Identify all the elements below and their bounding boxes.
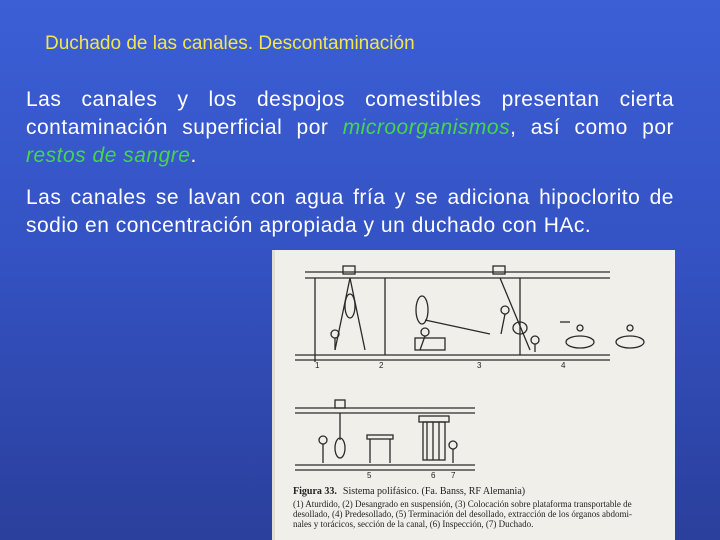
- stage-number-4: 4: [561, 361, 566, 370]
- caption-line: desollado, (4) Predesollado, (5) Terminación del desollado, extracción de los órganos abdomi-: [293, 509, 632, 519]
- slide-title: Duchado de las canales. Descontaminación: [45, 33, 415, 54]
- paragraph-contamination: [26, 86, 674, 170]
- figure-title: Sistema polifásico.: [342, 486, 419, 497]
- paragraph-text: Las canales y los despojos comestibles presentan cierta contaminación superficial por: [26, 88, 674, 139]
- caption-line: nales y torácicos, sección de la canal, (6) Inspección, (7) Duchado.: [293, 519, 534, 529]
- paragraph-washing: Las canales se lavan con agua fría y se adiciona hipoclorito de sodio en concentración apropiada y un duchado con HAc.: [26, 186, 674, 237]
- stage-number-1: 1: [315, 361, 320, 370]
- stage-number-5: 5: [367, 471, 372, 480]
- stage-number-6: 6: [431, 471, 436, 480]
- paragraph-text: .: [190, 144, 197, 167]
- figure-caption-title: [293, 486, 525, 497]
- caption-line: (1) Aturdido, (2) Desangrado en suspensión, (3) Colocación sobre plataforma transportable de: [293, 499, 632, 509]
- paragraph-text: , así como por: [510, 116, 675, 139]
- slaughter-line-diagram: [275, 250, 675, 486]
- stage-number-2: 2: [379, 361, 384, 370]
- highlight-blood-remains: restos de sangre: [26, 144, 191, 167]
- figure-label: Figura 33.: [293, 486, 337, 497]
- stage-number-7: 7: [451, 471, 456, 480]
- highlight-microorganisms: microorganismos: [342, 116, 511, 139]
- figure-source: (Fa. Banss, RF Alemania): [421, 486, 526, 497]
- stage-number-3: 3: [477, 361, 482, 370]
- slaughter-system-figure: [272, 250, 675, 540]
- figure-caption-body: [293, 499, 673, 529]
